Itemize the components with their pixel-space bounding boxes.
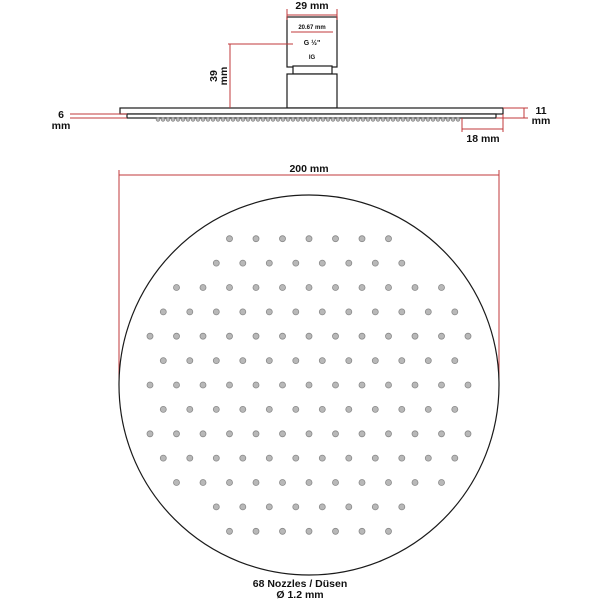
nozzle-dot [213, 455, 219, 461]
nozzle-tip [211, 118, 215, 122]
nozzle-dot [240, 455, 246, 461]
nozzle-dot [319, 504, 325, 510]
nozzle-tip [256, 118, 260, 122]
nozzle-dot [253, 528, 259, 534]
nozzle-tip [186, 118, 190, 122]
nozzle-dot [174, 431, 180, 437]
nozzle-dot [306, 285, 312, 291]
nozzle-tip [436, 118, 440, 122]
nozzle-tip [376, 118, 380, 122]
nozzle-tip [326, 118, 330, 122]
nozzle-tip [396, 118, 400, 122]
nozzle-dot [266, 504, 272, 510]
nozzle-dot [160, 309, 166, 315]
nozzle-dot [187, 309, 193, 315]
nozzle-dot [386, 431, 392, 437]
nozzle-tip [456, 118, 460, 122]
nozzle-dot [425, 406, 431, 412]
nozzle-tip [226, 118, 230, 122]
nozzle-dot [266, 358, 272, 364]
nozzle-dot [333, 480, 339, 486]
nozzle-tip [371, 118, 375, 122]
nozzle-dot [439, 431, 445, 437]
nozzle-dot [253, 236, 259, 242]
nozzle-diameter-caption: Ø 1.2 mm [276, 589, 324, 601]
nozzle-dot [439, 382, 445, 388]
nozzle-dot [372, 504, 378, 510]
nozzle-tip [306, 118, 310, 122]
thread-kind-label: IG [308, 55, 316, 61]
nozzle-dot [306, 236, 312, 242]
nozzle-dot [240, 504, 246, 510]
nozzle-dot [213, 309, 219, 315]
nozzle-dot [319, 406, 325, 412]
nozzle-dot [412, 382, 418, 388]
nozzle-dot [399, 406, 405, 412]
nozzle-dot [280, 431, 286, 437]
nozzle-tip [401, 118, 405, 122]
nozzle-dot [200, 382, 206, 388]
nozzle-tip [446, 118, 450, 122]
nozzle-dot [425, 358, 431, 364]
nozzle-dot [293, 260, 299, 266]
nozzle-tip [361, 118, 365, 122]
nozzle-dot [253, 382, 259, 388]
connector-body [287, 74, 337, 108]
nozzle-dot [174, 285, 180, 291]
nozzle-dot [452, 406, 458, 412]
nozzle-dot [174, 382, 180, 388]
nozzle-tip [441, 118, 445, 122]
nozzle-tip [316, 118, 320, 122]
nozzle-tip [431, 118, 435, 122]
nozzle-dot [359, 480, 365, 486]
nozzle-tip [341, 118, 345, 122]
nozzle-dot [425, 309, 431, 315]
nozzle-tip [356, 118, 360, 122]
nozzle-tip [246, 118, 250, 122]
nozzle-dot [359, 285, 365, 291]
nozzle-tip [321, 118, 325, 122]
nozzle-tip [231, 118, 235, 122]
nozzle-dot [359, 382, 365, 388]
total-thickness-value: 11 [535, 105, 547, 117]
diameter-label: 200 mm [289, 163, 329, 175]
nozzle-dot [346, 358, 352, 364]
nozzle-tip [366, 118, 370, 122]
nozzle-tip [261, 118, 265, 122]
nozzle-tip [301, 118, 305, 122]
nozzle-dot [333, 333, 339, 339]
nozzle-dot [386, 528, 392, 534]
side-view [52, 0, 551, 145]
nozzle-dot [359, 236, 365, 242]
nozzle-tip [201, 118, 205, 122]
nozzle-tip [156, 118, 160, 122]
nozzle-dot [386, 285, 392, 291]
nozzle-dot [160, 455, 166, 461]
nozzle-dot [346, 309, 352, 315]
nozzle-dot [333, 528, 339, 534]
nozzle-tip [176, 118, 180, 122]
nozzle-dot [293, 406, 299, 412]
nozzle-dot [386, 333, 392, 339]
nozzle-dot [200, 285, 206, 291]
nozzle-tip [381, 118, 385, 122]
nozzle-tip [171, 118, 175, 122]
nozzle-dot [213, 358, 219, 364]
nozzle-tip [161, 118, 165, 122]
nozzle-dot [306, 382, 312, 388]
nozzle-dot [386, 382, 392, 388]
nozzle-dot [160, 358, 166, 364]
nozzle-dot [465, 431, 471, 437]
nozzle-dot [412, 480, 418, 486]
nozzle-row [156, 118, 460, 122]
nozzle-dot [372, 455, 378, 461]
nozzle-dot [399, 260, 405, 266]
nozzle-dot [399, 455, 405, 461]
nozzle-tip [276, 118, 280, 122]
nozzle-tip [266, 118, 270, 122]
nozzle-dot [147, 431, 153, 437]
total-thickness-unit: mm [531, 115, 551, 127]
nozzle-tip [196, 118, 200, 122]
nozzle-dot [147, 333, 153, 339]
nozzle-dot [174, 480, 180, 486]
nozzle-dot [227, 285, 233, 291]
nozzle-dot [452, 309, 458, 315]
nozzle-dot [346, 504, 352, 510]
nozzle-dot [333, 236, 339, 242]
nozzle-dot [266, 309, 272, 315]
nozzle-dot [306, 480, 312, 486]
nozzle-tip [386, 118, 390, 122]
nozzle-dot [240, 309, 246, 315]
nozzle-dot [439, 285, 445, 291]
nozzle-dot [253, 480, 259, 486]
nozzle-dot [399, 309, 405, 315]
nozzle-dot [333, 431, 339, 437]
nozzle-tip [291, 118, 295, 122]
nozzle-dot [372, 260, 378, 266]
nozzle-dot [266, 406, 272, 412]
nozzle-dot [412, 431, 418, 437]
nozzle-tip [286, 118, 290, 122]
nozzle-dot [293, 309, 299, 315]
connector-height-value: 39 [208, 70, 220, 82]
nozzle-dot [280, 382, 286, 388]
nozzle-dot [359, 333, 365, 339]
nozzle-tip [216, 118, 220, 122]
nozzle-dot [227, 528, 233, 534]
nozzle-count-caption: 68 Nozzles / Düsen [252, 578, 348, 590]
nozzle-dot [319, 455, 325, 461]
nozzle-dot [452, 358, 458, 364]
nozzle-dot [372, 358, 378, 364]
nozzle-dot [333, 285, 339, 291]
nozzle-tip [351, 118, 355, 122]
edge-offset-label: 18 mm [466, 133, 500, 145]
nozzle-dot [227, 333, 233, 339]
nozzle-dot [386, 480, 392, 486]
nozzle-dot [293, 455, 299, 461]
nozzle-tip [236, 118, 240, 122]
thread-type-label: G ½" [303, 40, 321, 47]
nozzle-dot [266, 455, 272, 461]
nozzle-dot [280, 480, 286, 486]
nozzle-dot [346, 406, 352, 412]
nozzle-tip [296, 118, 300, 122]
nozzle-tip [416, 118, 420, 122]
nozzle-dot [306, 333, 312, 339]
nozzle-dot [293, 504, 299, 510]
nozzle-dot [227, 382, 233, 388]
nozzle-dot [280, 285, 286, 291]
nozzle-tip [451, 118, 455, 122]
nozzle-tip [206, 118, 210, 122]
nozzle-dot [293, 358, 299, 364]
nozzle-tip [411, 118, 415, 122]
nozzle-dot [227, 480, 233, 486]
nozzle-dot [346, 260, 352, 266]
nozzle-tip [221, 118, 225, 122]
nozzle-dot [280, 236, 286, 242]
nozzle-tip [166, 118, 170, 122]
nozzle-tip [426, 118, 430, 122]
nozzle-tip [241, 118, 245, 122]
plate-thickness-value: 6 [58, 109, 64, 121]
nozzle-tip [251, 118, 255, 122]
nozzle-dot [465, 382, 471, 388]
nozzle-dot [399, 358, 405, 364]
nozzle-dot [213, 504, 219, 510]
nozzle-dot [147, 382, 153, 388]
nozzle-dot [280, 528, 286, 534]
nozzle-tip [391, 118, 395, 122]
connector-height-unit: mm [218, 66, 230, 86]
nozzle-dot [266, 260, 272, 266]
nozzle-dot [359, 528, 365, 534]
nozzle-dot [359, 431, 365, 437]
nozzle-dot [200, 431, 206, 437]
nozzle-tip [406, 118, 410, 122]
nozzle-dot [227, 236, 233, 242]
nozzle-dot [187, 455, 193, 461]
nozzle-dot [213, 406, 219, 412]
nozzle-dot [319, 309, 325, 315]
nozzle-dot [280, 333, 286, 339]
nozzle-dot [372, 309, 378, 315]
nozzle-dot [253, 285, 259, 291]
nozzle-dot [372, 406, 378, 412]
nozzle-dot [386, 236, 392, 242]
nozzle-dot [346, 455, 352, 461]
nozzle-dot [319, 260, 325, 266]
nozzle-tip [281, 118, 285, 122]
nozzle-dot [452, 455, 458, 461]
nozzle-dot [412, 333, 418, 339]
nozzle-dot [306, 431, 312, 437]
nozzle-tip [311, 118, 315, 122]
nozzle-tip [271, 118, 275, 122]
nozzle-tip [331, 118, 335, 122]
nozzle-tip [336, 118, 340, 122]
nozzle-dot [412, 285, 418, 291]
nozzle-dot [174, 333, 180, 339]
nozzle-dot [253, 431, 259, 437]
nozzle-tip [346, 118, 350, 122]
nozzle-dot [425, 455, 431, 461]
nozzle-dot [465, 333, 471, 339]
nozzle-tip [421, 118, 425, 122]
nozzle-dot [439, 480, 445, 486]
nozzle-tip [181, 118, 185, 122]
nozzle-dot [200, 480, 206, 486]
nozzle-tip [191, 118, 195, 122]
top-width-label: 29 mm [295, 0, 329, 12]
connector-nut [293, 66, 332, 74]
nozzle-dot [227, 431, 233, 437]
top-view [119, 163, 499, 575]
nozzle-dot [240, 260, 246, 266]
plate-top [120, 108, 503, 114]
nozzle-dot [439, 333, 445, 339]
nozzle-dot [333, 382, 339, 388]
plate-thickness-unit: mm [51, 120, 71, 132]
nozzle-dot [187, 406, 193, 412]
nozzle-dot [319, 358, 325, 364]
nozzle-dot [200, 333, 206, 339]
nozzle-dot [240, 358, 246, 364]
nozzle-dot [399, 504, 405, 510]
nozzle-dot [213, 260, 219, 266]
nozzle-dot [306, 528, 312, 534]
thread-size-label: 20.67 mm [298, 25, 326, 31]
nozzle-dot [240, 406, 246, 412]
nozzle-dot [253, 333, 259, 339]
nozzle-dot [160, 406, 166, 412]
nozzle-dot [187, 358, 193, 364]
